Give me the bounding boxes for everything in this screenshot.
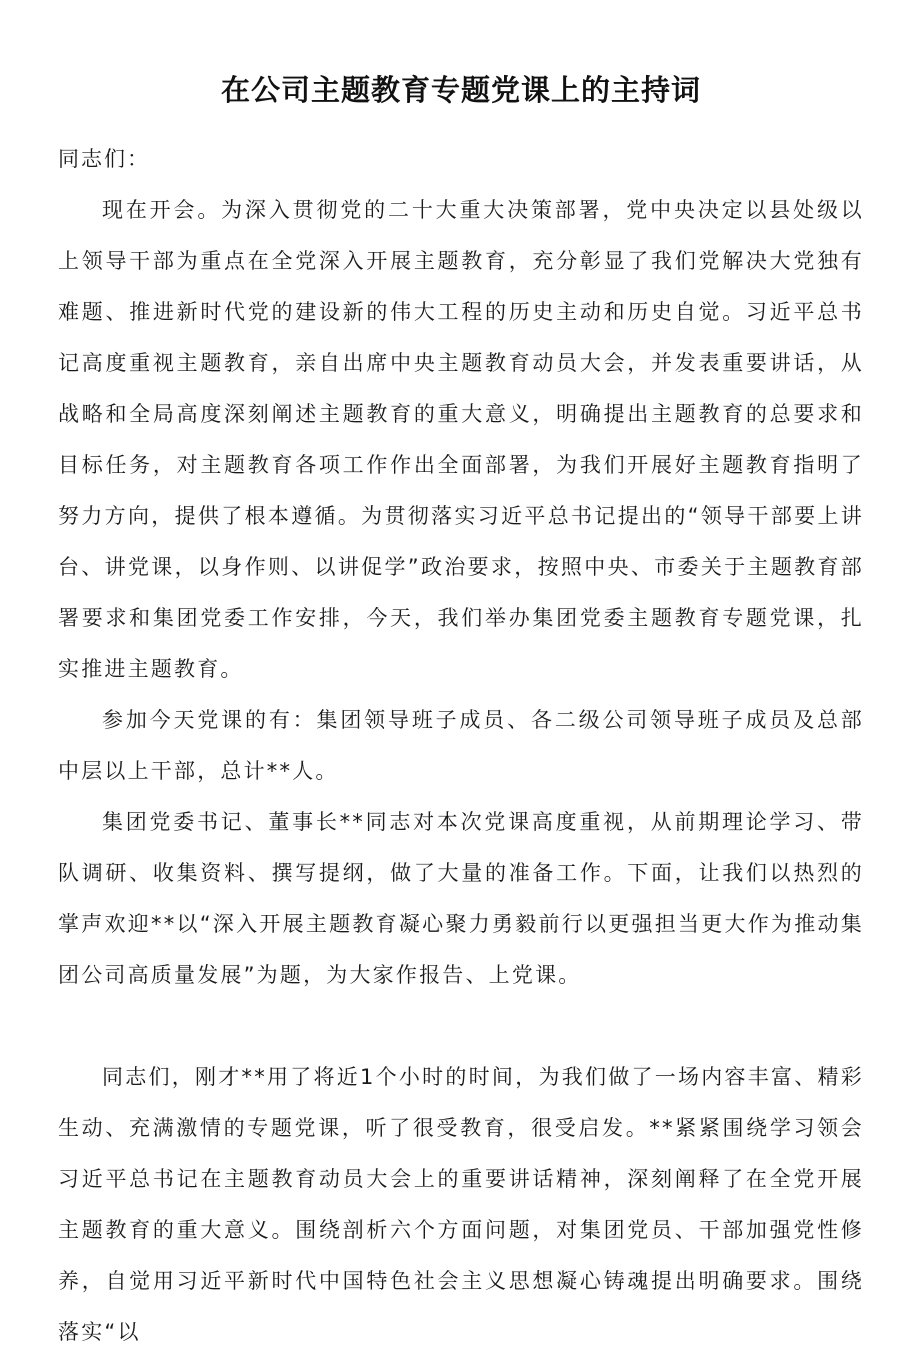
document-title: 在公司主题教育专题党课上的主持词 [220, 73, 701, 107]
salutation: 同志们： [58, 147, 150, 171]
paragraph-summary: 同志们，刚才**用了将近1个小时的时间，为我们做了一场内容丰富、精彩生动、充满激情的专题党课，听了很受教育，很受启发。**紧紧围绕学习领会习近平总书记在主题教育动员大会上的重要讲话精神，深刻阐释了在全党开展主题教育的重大意义。围绕剖析六个方面问题，对集团党员、干部加强党性修养，自觉用习近平新时代中国特色社会主义思想凝心铸魂提出明确要求。围绕落实“以 [58, 1065, 864, 1344]
paragraph-opening: 现在开会。为深入贯彻党的二十大重大决策部署，党中央决定以县处级以上领导干部为重点在全党深入开展主题教育，充分彰显了我们党解决大党独有难题、推进新时代党的建设新的伟大工程的历史主动和历史自觉。习近平总书记高度重视主题教育，亲自出席中央主题教育动员大会，并发表重要讲话，从战略和全局高度深刻阐述主题教育的重大意义，明确提出主题教育的总要求和目标任务，对主题教育各项工作作出全面部署，为我们开展好主题教育指明了努力方向，提供了根本遵循。为贯彻落实习近平总书记提出的“领导干部要上讲台、讲党课，以身作则、以讲促学”政治要求，按照中央、市委关于主题教育部署要求和集团党委工作安排，今天，我们举办集团党委主题教育专题党课，扎实推进主题教育。 [58, 198, 864, 681]
paragraph-gap [58, 1001, 864, 1052]
paragraph-introduction: 集团党委书记、董事长**同志对本次党课高度重视，从前期理论学习、带队调研、收集资料、撰写提纲，做了大量的准备工作。下面，让我们以热烈的掌声欢迎**以“深入开展主题教育凝心聚力勇毅前行以更强担当更大作为推动集团公司高质量发展”为题，为大家作报告、上党课。 [58, 810, 864, 987]
paragraph-attendees: 参加今天党课的有：集团领导班子成员、各二级公司领导班子成员及总部中层以上干部，总计**人。 [58, 708, 864, 783]
